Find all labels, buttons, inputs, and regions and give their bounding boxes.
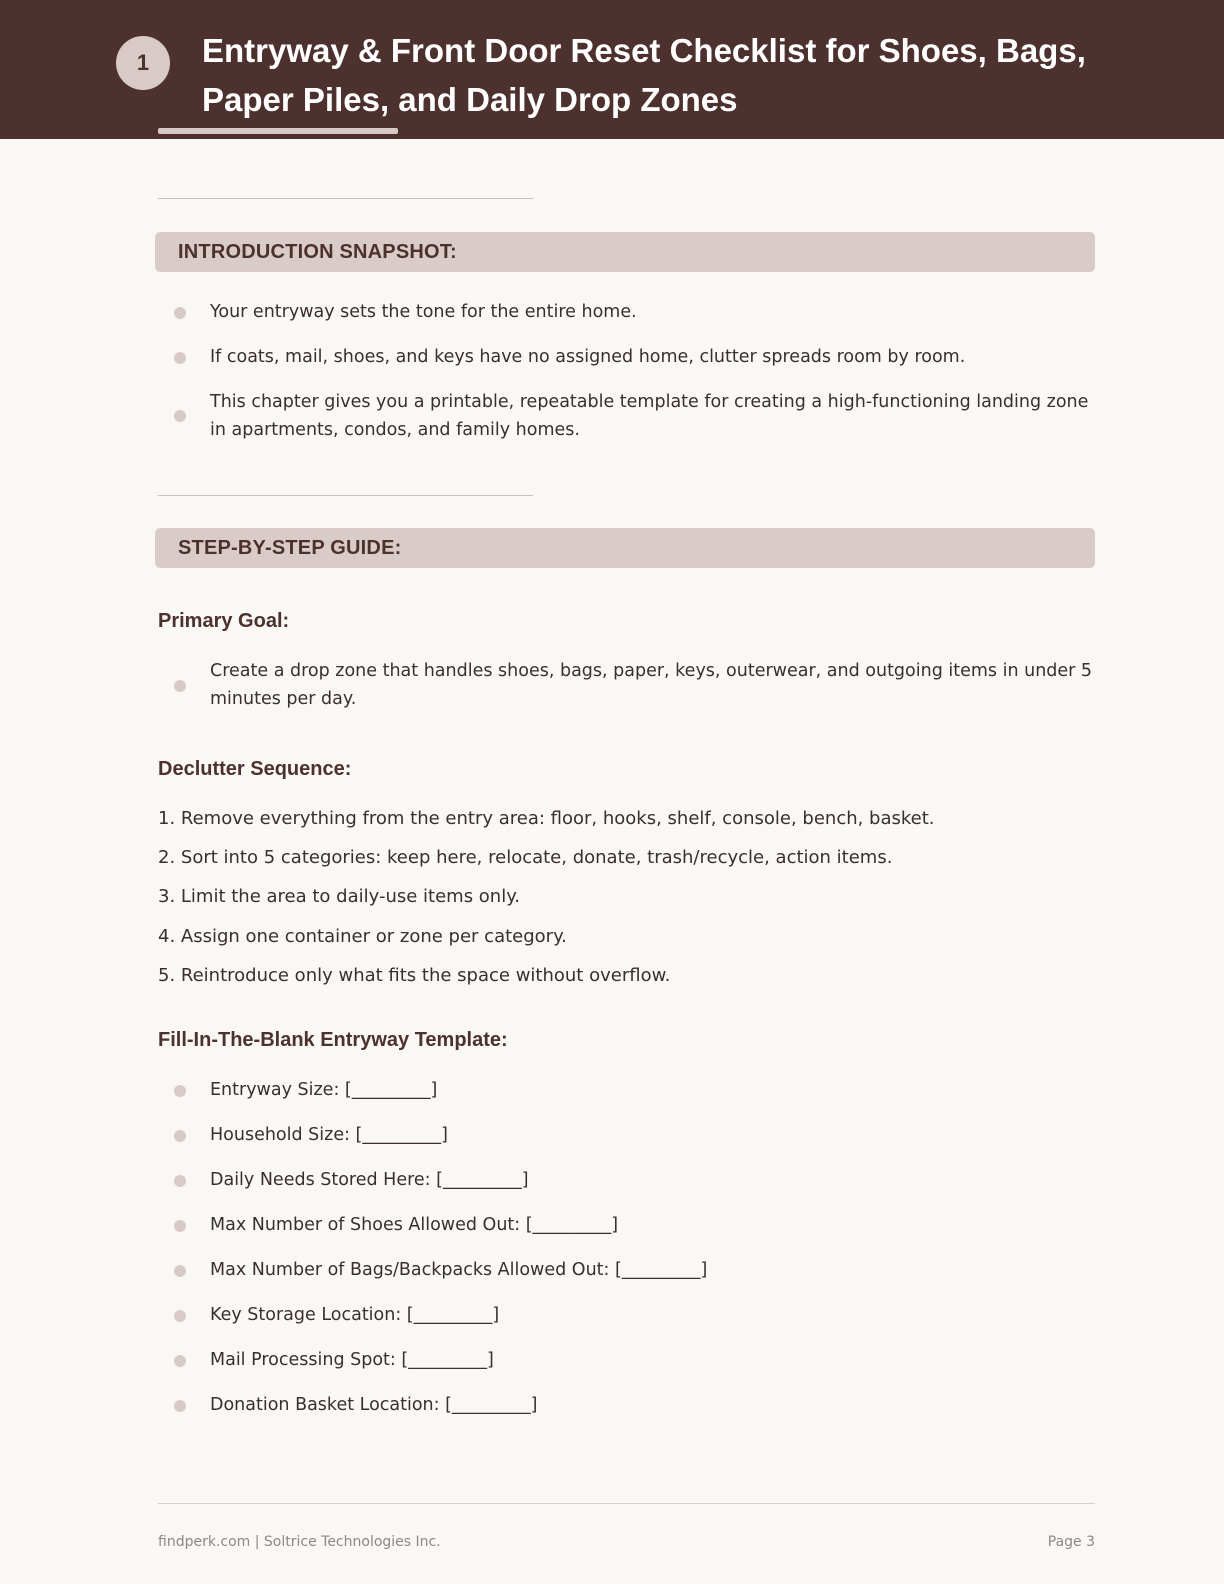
template-heading: Fill-In-The-Blank Entryway Template:: [158, 1029, 508, 1051]
primary-goal-bullet: Create a drop zone that handles shoes, bags, paper, keys, outerwear, and outgoing items in under 5 minutes per day.: [210, 661, 1093, 709]
bullet-icon: [174, 1400, 186, 1412]
bullet-icon: [174, 680, 186, 692]
declutter-step: 3. Limit the area to daily-use items only.: [158, 886, 521, 907]
footer-divider: [158, 1503, 1095, 1504]
template-field: Mail Processing Spot: [_________]: [210, 1350, 494, 1370]
bullet-icon: [174, 410, 186, 422]
page-number: Page 3: [1047, 1534, 1095, 1550]
declutter-heading: Declutter Sequence:: [158, 758, 352, 780]
bullet-icon: [174, 1085, 186, 1097]
template-field: Max Number of Bags/Backpacks Allowed Out: [_________]: [210, 1260, 708, 1280]
primary-goal-heading: Primary Goal:: [158, 610, 290, 632]
bullet-icon: [174, 1175, 186, 1187]
declutter-step: 5. Reintroduce only what fits the space without overflow.: [158, 965, 671, 986]
chapter-number-badge: 1: [116, 36, 170, 90]
bullet-icon: [174, 307, 186, 319]
template-field: Household Size: [_________]: [210, 1125, 448, 1145]
section-divider: [158, 495, 533, 496]
page-title: [202, 26, 1102, 124]
bullet-icon: [174, 352, 186, 364]
declutter-step: 1. Remove everything from the entry area: floor, hooks, shelf, console, bench, basket.: [158, 808, 935, 829]
declutter-step: 2. Sort into 5 categories: keep here, relocate, donate, trash/recycle, action items.: [158, 847, 893, 868]
footer-source: findperk.com | Soltrice Technologies Inc.: [158, 1534, 441, 1550]
template-field: Donation Basket Location: [_________]: [210, 1395, 538, 1415]
intro-bullet: This chapter gives you a printable, repeatable template for creating a high-functioning landing zone in apartments, condos, and family homes.: [210, 392, 1089, 440]
page-title-line-1: Entryway & Front Door Reset Checklist for Shoes, Bags,: [202, 32, 1086, 69]
section-heading-guide: STEP-BY-STEP GUIDE:: [155, 528, 1095, 568]
chapter-header: [0, 0, 1224, 139]
intro-bullet: If coats, mail, shoes, and keys have no assigned home, clutter spreads room by room.: [210, 347, 966, 367]
intro-bullet: Your entryway sets the tone for the entire home.: [210, 302, 637, 322]
template-field: Key Storage Location: [_________]: [210, 1305, 500, 1325]
bullet-icon: [174, 1265, 186, 1277]
page-title-line-2: Paper Piles, and Daily Drop Zones: [202, 81, 738, 118]
bullet-icon: [174, 1220, 186, 1232]
declutter-step: 4. Assign one container or zone per category.: [158, 926, 567, 947]
template-field: Entryway Size: [_________]: [210, 1080, 438, 1100]
section-heading-introduction: INTRODUCTION SNAPSHOT:: [155, 232, 1095, 272]
title-underline: [158, 128, 398, 134]
bullet-icon: [174, 1310, 186, 1322]
template-field: Max Number of Shoes Allowed Out: [_________]: [210, 1215, 619, 1235]
bullet-icon: [174, 1355, 186, 1367]
section-divider: [158, 198, 533, 199]
bullet-icon: [174, 1130, 186, 1142]
template-field: Daily Needs Stored Here: [_________]: [210, 1170, 529, 1190]
